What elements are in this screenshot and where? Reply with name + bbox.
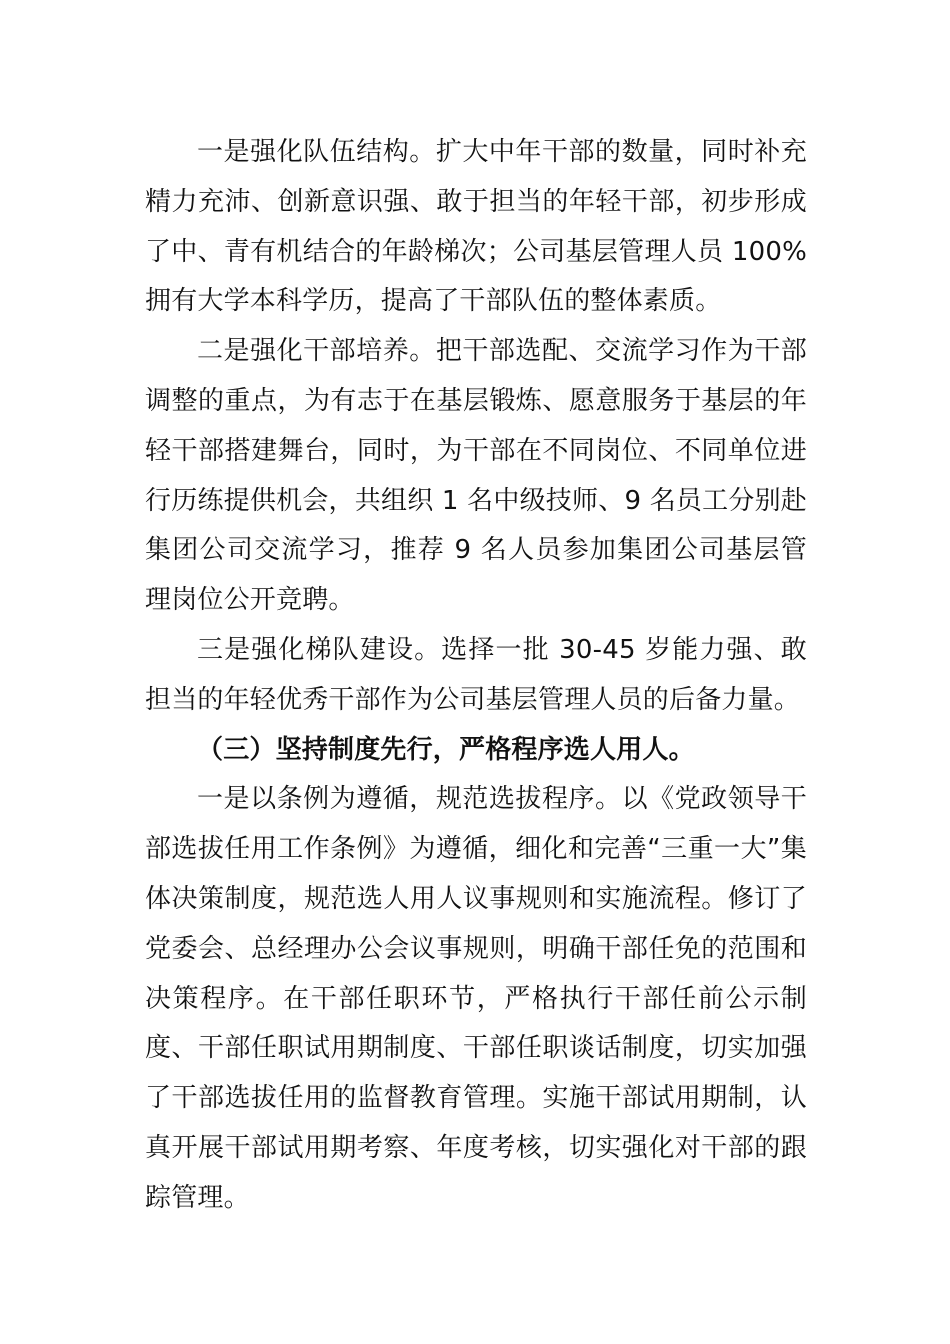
paragraph-echelon-building: 三是强化梯队建设。选择一批 30-45 岁能力强、敢担当的年轻优秀干部作为公司基层管理人员的后备力量。 xyxy=(145,634,807,715)
paragraph-selection-procedure: 一是以条例为遵循，规范选拔程序。以《党政领导干部选拔任用工作条例》为遵循，细化和完善“三重一大”集体决策制度，规范选人用人议事规则和实施流程。修订了党委会、总经理办公会议事规则，明确干部任免的范围和决策程序。在干部任职环节，严格执行干部任前公示制度、干部任职试用期制度、干部任职谈话制度，切实加强了干部选拔任用的监督教育管理。实施干部试用期制，认真开展干部试用期考察、年度考核，切实强化对干部的跟踪管理。 xyxy=(145,784,807,1213)
paragraph-cadre-training: 二是强化干部培养。把干部选配、交流学习作为干部调整的重点，为有志于在基层锻炼、愿意服务于基层的年轻干部搭建舞台，同时，为干部在不同岗位、不同单位进行历练提供机会，共组织 1 名中级技师、9 名员工分别赴集团公司交流学习，推荐 9 名人员参加集团公司基层管理岗位公开竞聘。 xyxy=(145,336,807,616)
document-page xyxy=(145,128,807,1224)
section-heading: （三）坚持制度先行，严格程序选人用人。 xyxy=(197,734,695,765)
paragraph-team-structure: 一是强化队伍结构。扩大中年干部的数量，同时补充精力充沛、创新意识强、敢于担当的年轻干部，初步形成了中、青有机结合的年龄梯次；公司基层管理人员 100%拥有大学本科学历，提高了干部队伍的整体素质。 xyxy=(145,137,807,317)
